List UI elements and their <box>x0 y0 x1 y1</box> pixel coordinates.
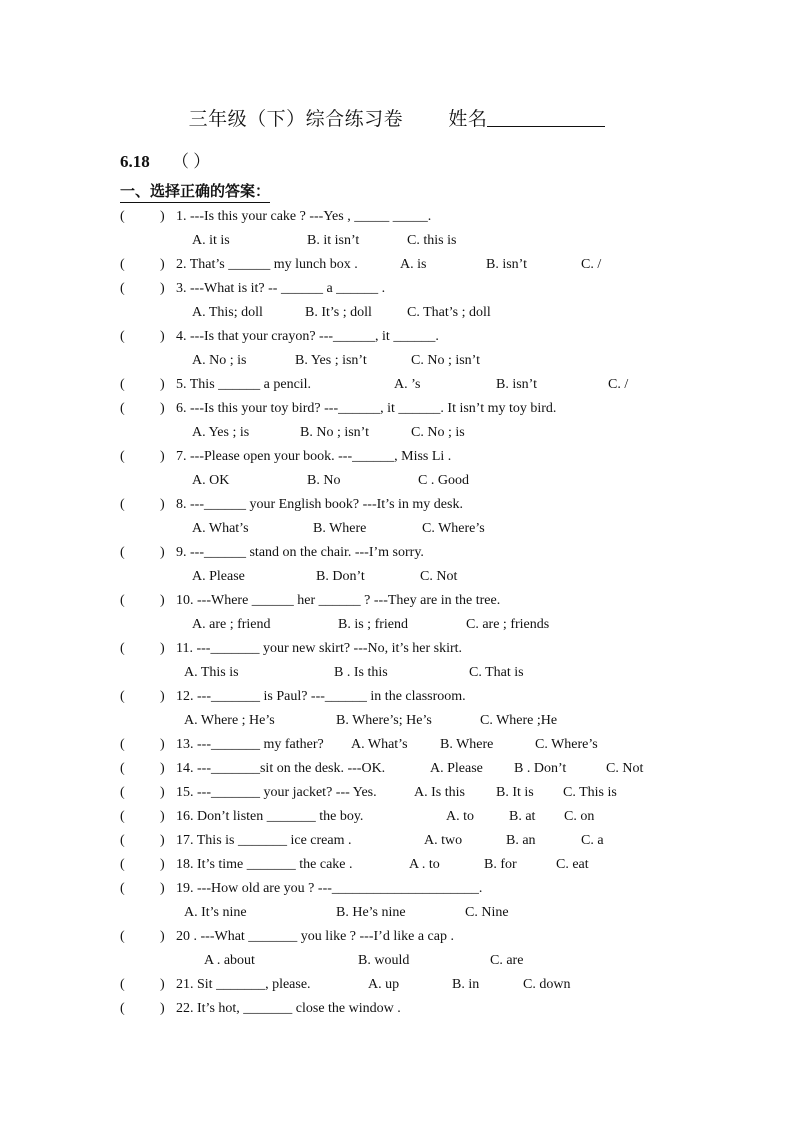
name-blank-line <box>487 108 605 127</box>
question-stem: 5. This ______ a pencil. <box>176 377 312 392</box>
answer-option: B. It’s ; doll <box>305 305 372 320</box>
answer-option: B. He’s nine <box>336 905 406 920</box>
answer-paren-close: ) <box>160 377 165 392</box>
answer-option: A. ’s <box>394 377 421 392</box>
answer-paren-open: ( <box>120 761 125 776</box>
answer-option: A. is <box>400 257 427 272</box>
answer-paren-open: ( <box>120 209 125 224</box>
answer-option: A. This is <box>184 665 239 680</box>
answer-option: A. Please <box>192 569 245 584</box>
question-stem: 14. ---_______sit on the desk. ---OK. <box>176 761 386 776</box>
answer-option: C. / <box>608 377 629 392</box>
answer-option: B. Don’t <box>316 569 365 584</box>
answer-option: A. two <box>424 833 463 848</box>
question-stem: 19. ---How old are you ? ---_____________________. <box>176 881 483 896</box>
date-blank-parens: （ ） <box>172 152 211 171</box>
answer-paren-close: ) <box>160 737 165 752</box>
answer-option: C. Where’s <box>422 521 485 536</box>
answer-option: A. to <box>446 809 474 824</box>
answer-option: B. for <box>484 857 517 872</box>
answer-paren-close: ) <box>160 881 165 896</box>
answer-option: A. Is this <box>414 785 465 800</box>
question-stem: 8. ---______ your English book? ---It’s in my desk. <box>176 497 463 512</box>
answer-option: B. No ; isn’t <box>300 425 369 440</box>
answer-option: A. No ; is <box>192 353 247 368</box>
date-line <box>120 147 210 172</box>
answer-option: C. / <box>581 257 602 272</box>
answer-paren-close: ) <box>160 977 165 992</box>
question-stem: 3. ---What is it? -- ______ a ______ . <box>176 281 386 296</box>
question-stem: 10. ---Where ______ her ______ ? ---They are in the tree. <box>176 593 501 608</box>
answer-paren-close: ) <box>160 929 165 944</box>
answer-paren-close: ) <box>160 449 165 464</box>
answer-option: C. on <box>564 809 595 824</box>
answer-option: B. an <box>506 833 536 848</box>
answer-paren-open: ( <box>120 545 125 560</box>
answer-paren-close: ) <box>160 785 165 800</box>
name-label: 姓名 <box>448 109 488 130</box>
question-stem: 12. ---_______ is Paul? ---______ in the classroom. <box>176 689 466 704</box>
answer-option: C. are ; friends <box>466 617 550 632</box>
answer-paren-open: ( <box>120 737 125 752</box>
answer-paren-open: ( <box>120 785 125 800</box>
answer-option: A. This; doll <box>192 305 263 320</box>
answer-paren-open: ( <box>120 809 125 824</box>
answer-option: C. Not <box>606 761 644 776</box>
answer-paren-open: ( <box>120 497 125 512</box>
answer-option: C. That’s ; doll <box>407 305 491 320</box>
answer-option: B. it isn’t <box>307 233 360 248</box>
answer-option: C. This is <box>563 785 617 800</box>
answer-paren-close: ) <box>160 857 165 872</box>
answer-option: B. in <box>452 977 480 992</box>
answer-option: C. eat <box>556 857 589 872</box>
answer-paren-close: ) <box>160 401 165 416</box>
answer-option: A. Please <box>430 761 483 776</box>
answer-paren-open: ( <box>120 257 125 272</box>
question-stem: 17. This is _______ ice cream . <box>176 833 352 848</box>
answer-option: C. That is <box>469 665 524 680</box>
answer-option: B. It is <box>496 785 534 800</box>
answer-option: B . Don’t <box>514 761 567 776</box>
answer-option: B. isn’t <box>496 377 537 392</box>
question-stem: 7. ---Please open your book. ---______, Miss Li . <box>176 449 452 464</box>
question-stem: 2. That’s ______ my lunch box . <box>176 257 358 272</box>
answer-paren-open: ( <box>120 857 125 872</box>
answer-option: A. Yes ; is <box>192 425 250 440</box>
question-stem: 22. It’s hot, _______ close the window . <box>176 1001 401 1016</box>
question-stem: 18. It’s time _______ the cake . <box>176 857 353 872</box>
answer-paren-close: ) <box>160 809 165 824</box>
answer-option: A. It’s nine <box>184 905 247 920</box>
answer-option: B. No <box>307 473 341 488</box>
question-stem: 1. ---Is this your cake ? ---Yes , _____ _____. <box>176 209 432 224</box>
answer-paren-open: ( <box>120 881 125 896</box>
answer-paren-close: ) <box>160 329 165 344</box>
question-stem: 6. ---Is this your toy bird? ---______, it ______. It isn’t my toy bird. <box>176 401 557 416</box>
answer-paren-open: ( <box>120 401 125 416</box>
answer-paren-open: ( <box>120 593 125 608</box>
answer-option: C. No ; is <box>411 425 465 440</box>
answer-paren-close: ) <box>160 761 165 776</box>
question-stem: 4. ---Is that your crayon? ---______, it ______. <box>176 329 439 344</box>
answer-option: B. Where <box>313 521 367 536</box>
page-title <box>0 104 794 131</box>
answer-option: C. Nine <box>465 905 509 920</box>
answer-option: A. up <box>368 977 400 992</box>
answer-paren-close: ) <box>160 1001 165 1016</box>
answer-paren-close: ) <box>160 545 165 560</box>
answer-option: C. this is <box>407 233 457 248</box>
answer-paren-open: ( <box>120 689 125 704</box>
answer-option: C. down <box>523 977 571 992</box>
answer-option: C. Where ;He <box>480 713 558 728</box>
answer-paren-close: ) <box>160 833 165 848</box>
answer-paren-open: ( <box>120 377 125 392</box>
answer-option: C. Not <box>420 569 458 584</box>
answer-paren-open: ( <box>120 977 125 992</box>
answer-option: C . Good <box>418 473 469 488</box>
answer-paren-close: ) <box>160 593 165 608</box>
answer-option: B. Where <box>440 737 494 752</box>
answer-option: A. Where ; He’s <box>184 713 275 728</box>
question-stem: 13. ---_______ my father? <box>176 737 324 752</box>
answer-option: A. What’s <box>351 737 408 752</box>
answer-paren-close: ) <box>160 497 165 512</box>
answer-option: C. a <box>581 833 604 848</box>
question-stem: 16. Don’t listen _______ the boy. <box>176 809 364 824</box>
answer-paren-open: ( <box>120 833 125 848</box>
answer-paren-close: ) <box>160 209 165 224</box>
answer-paren-open: ( <box>120 929 125 944</box>
answer-option: B. at <box>509 809 536 824</box>
section-heading: 一、选择正确的答案： <box>120 182 270 203</box>
worksheet-title: 三年级（下）综合练习卷 <box>188 109 404 130</box>
answer-paren-open: ( <box>120 641 125 656</box>
question-stem: 21. Sit _______, please. <box>176 977 311 992</box>
date-text: 6.18 <box>120 152 150 171</box>
answer-paren-close: ) <box>160 689 165 704</box>
answer-paren-open: ( <box>120 281 125 296</box>
answer-option: A. it is <box>192 233 230 248</box>
answer-option: B . Is this <box>334 665 388 680</box>
answer-option: A . to <box>409 857 440 872</box>
answer-option: A. are ; friend <box>192 617 271 632</box>
answer-option: C. are <box>490 953 524 968</box>
answer-paren-close: ) <box>160 257 165 272</box>
question-stem: 15. ---_______ your jacket? --- Yes. <box>176 785 377 800</box>
answer-paren-open: ( <box>120 329 125 344</box>
answer-option: B. Yes ; isn’t <box>295 353 367 368</box>
answer-option: A . about <box>204 953 255 968</box>
question-stem: 9. ---______ stand on the chair. ---I’m sorry. <box>176 545 424 560</box>
answer-option: C. Where’s <box>535 737 598 752</box>
answer-paren-close: ) <box>160 641 165 656</box>
answer-paren-open: ( <box>120 449 125 464</box>
answer-paren-open: ( <box>120 1001 125 1016</box>
answer-option: A. OK <box>192 473 230 488</box>
question-stem: 11. ---_______ your new skirt? ---No, it’s her skirt. <box>176 641 463 656</box>
answer-option: B. Where’s; He’s <box>336 713 432 728</box>
question-stem: 20 . ---What _______ you like ? ---I’d like a cap . <box>176 929 454 944</box>
answer-option: A. What’s <box>192 521 249 536</box>
answer-paren-close: ) <box>160 281 165 296</box>
answer-option: B. isn’t <box>486 257 527 272</box>
answer-option: B. would <box>358 953 410 968</box>
answer-option: B. is ; friend <box>338 617 408 632</box>
answer-option: C. No ; isn’t <box>411 353 480 368</box>
